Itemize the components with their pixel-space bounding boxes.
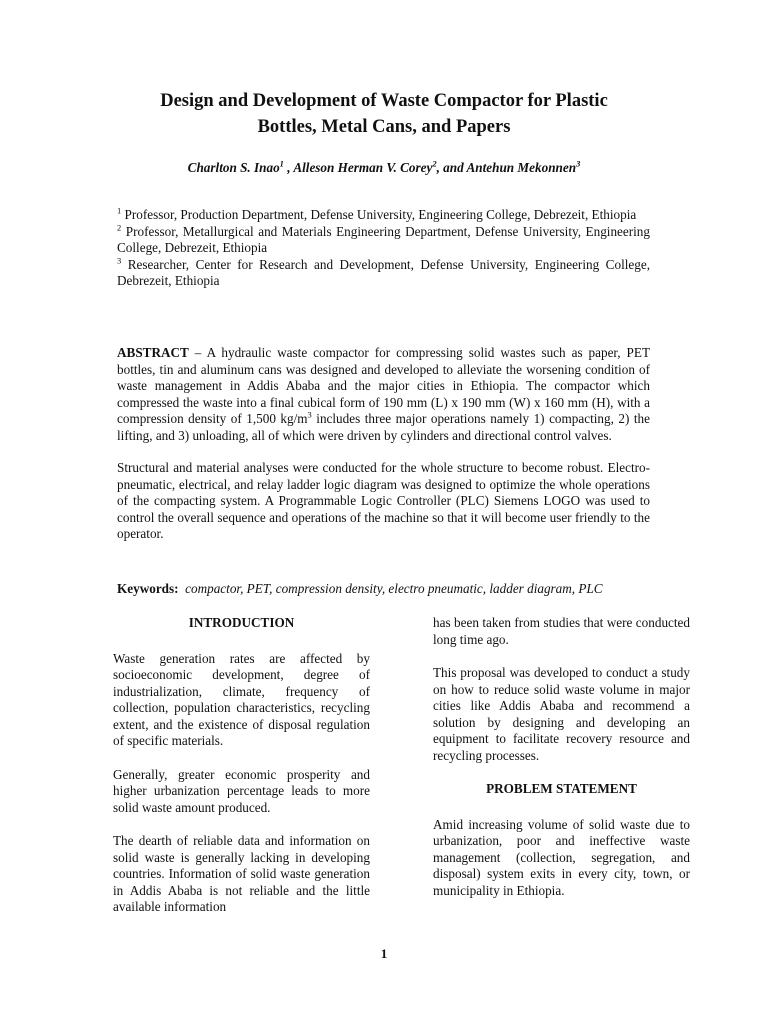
title-line-1: Design and Development of Waste Compactor for Plastic: [160, 91, 608, 111]
affiliation-3-sup: 3: [117, 255, 122, 266]
author-1: Charlton S. Inao: [187, 160, 280, 175]
left-paragraph-2: Generally, greater economic prosperity and higher urbanization percentage leads to more solid waste amount produced.: [113, 766, 370, 815]
keywords-label: Keywords:: [117, 581, 179, 596]
introduction-heading: INTRODUCTION: [188, 615, 295, 630]
author-3: , and Antehun Mekonnen: [436, 160, 577, 175]
keywords: [117, 581, 657, 597]
problem-statement-heading: PROBLEM STATEMENT: [486, 781, 637, 796]
page-number: 1: [380, 946, 388, 961]
affiliation-2-sup: 2: [117, 222, 122, 233]
author-2-sup: 2: [432, 158, 437, 169]
affiliation-2: [117, 224, 650, 257]
left-paragraph-3: The dearth of reliable data and information on solid waste is generally lacking in developing countries. Information of solid waste generation in Addis Ababa is not reliable and the little available information: [113, 833, 370, 914]
abstract: [117, 345, 650, 559]
right-paragraph-1: has been taken from studies that were conducted long time ago.: [433, 615, 690, 647]
title-line-2: Bottles, Metal Cans, and Papers: [257, 117, 511, 137]
abstract-label: ABSTRACT: [117, 345, 189, 360]
affiliation-1-sup: 1: [117, 205, 122, 216]
abstract-text-1b: includes three major operations namely 1) compacting, 2) the lifting, and 3) unloading, all of which were driven by cylinders and directional control valves.: [117, 411, 650, 443]
abstract-text-1a: – A hydraulic waste compactor for compressing solid wastes such as paper, PET bottles, tin and aluminum cans was designed and developed to alleviate the worsening condition of waste management in Addis Ababa and the major cities in Ethiopia. The compactor which compressed the waste into a final cubical form of 190 mm (L) x 190 mm (W) x 160 mm (H), with a compression density of 1,500 kg/m: [117, 345, 650, 426]
author-1-sup: 1: [279, 158, 284, 169]
abstract-paragraph-1: [117, 345, 650, 444]
right-column: [433, 615, 690, 916]
right-paragraph-3: Amid increasing volume of solid waste due to urbanization, poor and ineffective waste management (collection, segregation, and disposal) system exits in every city, town, or municipality in Ethiopia.: [433, 816, 690, 898]
abstract-paragraph-2: Structural and material analyses were conducted for the whole structure to become robust. Electro-pneumatic, electrical, and relay ladder logic diagram was designed to optimize the whole operations of the compacting system. A Programmable Logic Controller (PLC) Siemens LOGO was used to control the overall sequence and operations of the machine so that it will become user friendly to the operator.: [117, 460, 650, 541]
affiliation-2-text: Professor, Metallurgical and Materials Engineering Department, Defense University, Engineering College, Debrezeit, Ethiopia: [117, 223, 650, 255]
keywords-text: compactor, PET, compression density, electro pneumatic, ladder diagram, PLC: [185, 581, 603, 596]
author-2: , Alleson Herman V. Corey: [283, 160, 433, 175]
author-list: [0, 160, 768, 176]
author-3-sup: 3: [576, 158, 581, 169]
left-column: [113, 615, 370, 933]
affiliation-3: [117, 257, 650, 290]
right-paragraph-2: This proposal was developed to conduct a study on how to reduce solid waste volume in major cities like Addis Ababa and recommend a solution by designing and developing an equipment to facilitate recovery resource and recycling processes.: [433, 665, 690, 763]
affiliation-1: [117, 207, 650, 224]
paper-title: [0, 88, 768, 140]
left-paragraph-1: Waste generation rates are affected by socioeconomic development, degree of industrialization, climate, frequency of collection, population characteristics, recycling extent, and the existence of disposal regulation of specific materials.: [113, 650, 370, 748]
affiliation-1-text: Professor, Production Department, Defense University, Engineering College, Debrezeit, Ethiopia: [121, 207, 637, 222]
abstract-sup: 3: [307, 409, 312, 420]
affiliations: [117, 207, 650, 290]
affiliation-3-text: Researcher, Center for Research and Development, Defense University, Engineering College, Debrezeit, Ethiopia: [117, 256, 650, 288]
